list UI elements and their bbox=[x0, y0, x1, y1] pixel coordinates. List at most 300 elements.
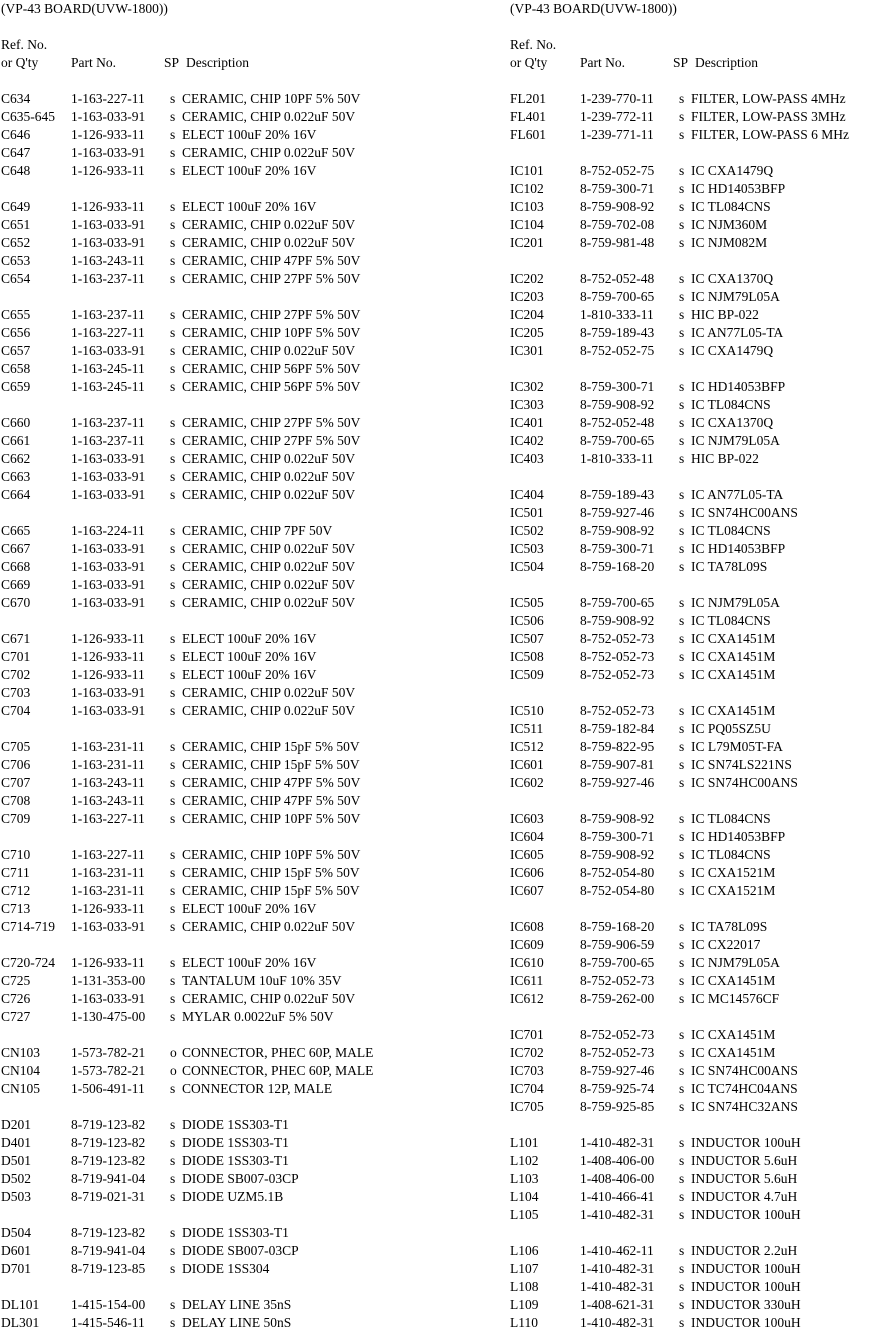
sp-code: s bbox=[170, 1225, 176, 1240]
ref-no: IC101 bbox=[510, 163, 544, 178]
part-no: 8-759-300-71 bbox=[580, 541, 655, 556]
description: CERAMIC, CHIP 15pF 5% 50V bbox=[182, 883, 360, 898]
part-no: 8-759-925-74 bbox=[580, 1081, 655, 1096]
ref-no-header: Ref. No. bbox=[510, 37, 557, 52]
part-no: 1-163-033-91 bbox=[71, 595, 146, 610]
description: CERAMIC, CHIP 47PF 5% 50V bbox=[182, 775, 361, 790]
description: CERAMIC, CHIP 15pF 5% 50V bbox=[182, 757, 360, 772]
description: IC NJM79L05A bbox=[691, 289, 780, 304]
ref-no: D504 bbox=[1, 1225, 31, 1240]
sp-code: s bbox=[170, 199, 176, 214]
description: IC CXA1451M bbox=[691, 631, 776, 646]
description: ELECT 100uF 20% 16V bbox=[182, 631, 317, 646]
part-no: 1-126-933-11 bbox=[71, 667, 145, 682]
ref-no: IC612 bbox=[510, 991, 544, 1006]
description: CERAMIC, CHIP 7PF 50V bbox=[182, 523, 333, 538]
part-no: 8-719-021-31 bbox=[71, 1189, 146, 1204]
ref-no: D701 bbox=[1, 1261, 31, 1276]
ref-no: C654 bbox=[1, 271, 31, 286]
part-no: 1-126-933-11 bbox=[71, 649, 145, 664]
sp-code: s bbox=[170, 1243, 176, 1258]
part-no: 8-752-052-73 bbox=[580, 973, 655, 988]
ref-no: IC205 bbox=[510, 325, 544, 340]
description: IC NJM79L05A bbox=[691, 595, 780, 610]
description: IC SN74LS221NS bbox=[691, 757, 792, 772]
ref-no: CN103 bbox=[1, 1045, 41, 1060]
part-no: 1-163-033-91 bbox=[71, 109, 146, 124]
part-no: 1-239-770-11 bbox=[580, 91, 654, 106]
sp-code: s bbox=[170, 1135, 176, 1150]
part-no: 1-163-243-11 bbox=[71, 793, 145, 808]
sp-code: s bbox=[170, 991, 176, 1006]
description: HIC BP-022 bbox=[691, 451, 759, 466]
ref-no: IC511 bbox=[510, 721, 544, 736]
sp-code: s bbox=[679, 865, 685, 880]
part-no: 1-163-033-91 bbox=[71, 451, 146, 466]
sp-code: s bbox=[170, 1171, 176, 1186]
ref-no: L101 bbox=[510, 1135, 539, 1150]
sp-code: s bbox=[679, 1027, 685, 1042]
description: CERAMIC, CHIP 0.022uF 50V bbox=[182, 109, 356, 124]
part-no: 8-752-052-48 bbox=[580, 271, 655, 286]
ref-no: C659 bbox=[1, 379, 31, 394]
description: CERAMIC, CHIP 15pF 5% 50V bbox=[182, 865, 360, 880]
ref-no: IC301 bbox=[510, 343, 544, 358]
sp-code: s bbox=[679, 415, 685, 430]
part-no: 8-759-300-71 bbox=[580, 379, 655, 394]
part-no: 8-752-052-73 bbox=[580, 649, 655, 664]
ref-no: DL101 bbox=[1, 1297, 40, 1312]
description: IC CXA1521M bbox=[691, 865, 776, 880]
ref-no: C647 bbox=[1, 145, 31, 160]
description: CERAMIC, CHIP 27PF 5% 50V bbox=[182, 433, 361, 448]
ref-no: C655 bbox=[1, 307, 31, 322]
description: DELAY LINE 50nS bbox=[182, 1315, 292, 1330]
ref-no: C661 bbox=[1, 433, 31, 448]
part-no: 1-163-033-91 bbox=[71, 235, 146, 250]
part-no: 8-759-927-46 bbox=[580, 505, 655, 520]
sp-code: s bbox=[679, 163, 685, 178]
sp-code: s bbox=[679, 343, 685, 358]
sp-code: s bbox=[679, 379, 685, 394]
part-no: 8-759-908-92 bbox=[580, 199, 655, 214]
description: MYLAR 0.0022uF 5% 50V bbox=[182, 1009, 334, 1024]
description: CERAMIC, CHIP 10PF 5% 50V bbox=[182, 811, 361, 826]
ref-no: IC102 bbox=[510, 181, 544, 196]
part-no: 1-163-227-11 bbox=[71, 811, 145, 826]
sp-code: s bbox=[170, 901, 176, 916]
sp-code: s bbox=[170, 253, 176, 268]
sp-code: s bbox=[679, 739, 685, 754]
part-no: 1-163-033-91 bbox=[71, 343, 146, 358]
description: ELECT 100uF 20% 16V bbox=[182, 667, 317, 682]
part-no: 1-126-933-11 bbox=[71, 163, 145, 178]
description: IC CXA1451M bbox=[691, 667, 776, 682]
part-no: 8-759-822-95 bbox=[580, 739, 655, 754]
sp-code: s bbox=[170, 523, 176, 538]
sp-code: s bbox=[170, 811, 176, 826]
description: IC TA78L09S bbox=[691, 919, 768, 934]
sp-code: s bbox=[679, 1207, 685, 1222]
sp-code: s bbox=[679, 1063, 685, 1078]
ref-no: IC503 bbox=[510, 541, 544, 556]
ref-no: IC602 bbox=[510, 775, 544, 790]
ref-no: C703 bbox=[1, 685, 31, 700]
part-no: 8-752-052-75 bbox=[580, 163, 655, 178]
description: CERAMIC, CHIP 10PF 5% 50V bbox=[182, 325, 361, 340]
description: CONNECTOR, PHEC 60P, MALE bbox=[182, 1063, 374, 1078]
description: IC CX22017 bbox=[691, 937, 761, 952]
part-no: 1-410-482-31 bbox=[580, 1207, 655, 1222]
part-no: 1-239-771-11 bbox=[580, 127, 654, 142]
ref-no: L103 bbox=[510, 1171, 539, 1186]
ref-no: IC203 bbox=[510, 289, 544, 304]
sp-code: s bbox=[170, 163, 176, 178]
ref-no: C720-724 bbox=[1, 955, 55, 970]
sp-code: s bbox=[170, 865, 176, 880]
ref-no: C706 bbox=[1, 757, 31, 772]
part-no: 1-573-782-21 bbox=[71, 1063, 146, 1078]
sp-code: s bbox=[679, 847, 685, 862]
part-no: 8-759-702-08 bbox=[580, 217, 655, 232]
ref-no: CN104 bbox=[1, 1063, 41, 1078]
sp-code: s bbox=[679, 1261, 685, 1276]
part-no: 1-163-243-11 bbox=[71, 253, 145, 268]
description: DIODE UZM5.1B bbox=[182, 1189, 284, 1204]
part-no: 8-719-123-82 bbox=[71, 1135, 146, 1150]
part-no-header: Part No. bbox=[580, 55, 625, 70]
ref-no: IC506 bbox=[510, 613, 544, 628]
description: CERAMIC, CHIP 56PF 5% 50V bbox=[182, 361, 361, 376]
description: CERAMIC, CHIP 0.022uF 50V bbox=[182, 991, 356, 1006]
sp-code: s bbox=[679, 667, 685, 682]
part-no: 1-410-466-41 bbox=[580, 1189, 655, 1204]
ref-no: C663 bbox=[1, 469, 31, 484]
part-no: 8-759-300-71 bbox=[580, 181, 655, 196]
part-no: 1-163-243-11 bbox=[71, 775, 145, 790]
description: IC L79M05T-FA bbox=[691, 739, 783, 754]
description: IC NJM082M bbox=[691, 235, 768, 250]
description: CERAMIC, CHIP 0.022uF 50V bbox=[182, 595, 356, 610]
description: CONNECTOR, PHEC 60P, MALE bbox=[182, 1045, 374, 1060]
part-no: 8-759-262-00 bbox=[580, 991, 655, 1006]
sp-code: s bbox=[679, 541, 685, 556]
part-no: 8-752-052-48 bbox=[580, 415, 655, 430]
description: IC MC14576CF bbox=[691, 991, 780, 1006]
part-no: 1-131-353-00 bbox=[71, 973, 146, 988]
description: IC NJM79L05A bbox=[691, 955, 780, 970]
sp-code: o bbox=[170, 1045, 177, 1060]
ref-no: L105 bbox=[510, 1207, 539, 1222]
sp-code: s bbox=[679, 1315, 685, 1330]
description: CERAMIC, CHIP 27PF 5% 50V bbox=[182, 271, 361, 286]
description: IC TA78L09S bbox=[691, 559, 768, 574]
sp-code: s bbox=[170, 325, 176, 340]
description: CERAMIC, CHIP 27PF 5% 50V bbox=[182, 415, 361, 430]
sp-code: s bbox=[679, 649, 685, 664]
description: CERAMIC, CHIP 0.022uF 50V bbox=[182, 343, 356, 358]
part-no: 8-752-054-80 bbox=[580, 865, 655, 880]
sp-code: s bbox=[170, 1081, 176, 1096]
part-no: 1-810-333-11 bbox=[580, 451, 654, 466]
sp-code: s bbox=[679, 1099, 685, 1114]
sp-code: s bbox=[170, 235, 176, 250]
part-no: 8-752-052-73 bbox=[580, 631, 655, 646]
ref-no: IC607 bbox=[510, 883, 544, 898]
sp-code: s bbox=[679, 883, 685, 898]
description: ELECT 100uF 20% 16V bbox=[182, 127, 317, 142]
ref-no: IC609 bbox=[510, 937, 544, 952]
sp-code: s bbox=[170, 595, 176, 610]
description: IC HD14053BFP bbox=[691, 379, 786, 394]
sp-code: s bbox=[679, 1171, 685, 1186]
sp-code: s bbox=[679, 109, 685, 124]
description: INDUCTOR 5.6uH bbox=[691, 1153, 798, 1168]
description: INDUCTOR 4.7uH bbox=[691, 1189, 798, 1204]
part-no: 8-759-908-92 bbox=[580, 847, 655, 862]
description: DIODE 1SS303-T1 bbox=[182, 1153, 289, 1168]
ref-no: IC701 bbox=[510, 1027, 544, 1042]
description: IC TL084CNS bbox=[691, 523, 771, 538]
ref-no: IC601 bbox=[510, 757, 544, 772]
description: CERAMIC, CHIP 56PF 5% 50V bbox=[182, 379, 361, 394]
part-no: 1-410-482-31 bbox=[580, 1315, 655, 1330]
description: CERAMIC, CHIP 0.022uF 50V bbox=[182, 217, 356, 232]
ref-no: C651 bbox=[1, 217, 31, 232]
sp-code: s bbox=[170, 1315, 176, 1330]
ref-no: L107 bbox=[510, 1261, 539, 1276]
description: IC HD14053BFP bbox=[691, 829, 786, 844]
ref-no: C664 bbox=[1, 487, 31, 502]
ref-no: C648 bbox=[1, 163, 31, 178]
part-no: 1-239-772-11 bbox=[580, 109, 654, 124]
description: IC CXA1451M bbox=[691, 973, 776, 988]
ref-no: C709 bbox=[1, 811, 31, 826]
ref-no: CN105 bbox=[1, 1081, 41, 1096]
sp-code: s bbox=[679, 1081, 685, 1096]
ref-no: IC510 bbox=[510, 703, 544, 718]
ref-no: IC703 bbox=[510, 1063, 544, 1078]
sp-code: s bbox=[170, 703, 176, 718]
ref-no: C712 bbox=[1, 883, 31, 898]
sp-code: s bbox=[170, 379, 176, 394]
ref-no: IC509 bbox=[510, 667, 544, 682]
description: IC NJM79L05A bbox=[691, 433, 780, 448]
ref-no: C705 bbox=[1, 739, 31, 754]
description: IC TL084CNS bbox=[691, 811, 771, 826]
sp-code: s bbox=[170, 433, 176, 448]
ref-no: FL601 bbox=[510, 127, 547, 142]
sp-code: s bbox=[679, 1189, 685, 1204]
ref-no: L109 bbox=[510, 1297, 539, 1312]
description: CERAMIC, CHIP 0.022uF 50V bbox=[182, 559, 356, 574]
description: CERAMIC, CHIP 10PF 5% 50V bbox=[182, 91, 361, 106]
part-no: 8-759-927-46 bbox=[580, 1063, 655, 1078]
sp-code: s bbox=[679, 811, 685, 826]
part-no: 1-408-406-00 bbox=[580, 1153, 655, 1168]
sp-code: s bbox=[170, 883, 176, 898]
part-no: 8-759-189-43 bbox=[580, 325, 655, 340]
qty-header: or Q'ty bbox=[510, 55, 548, 70]
part-no: 8-719-123-82 bbox=[71, 1225, 146, 1240]
sp-code: s bbox=[679, 991, 685, 1006]
ref-no: D601 bbox=[1, 1243, 31, 1258]
sp-code: s bbox=[679, 1153, 685, 1168]
description: INDUCTOR 100uH bbox=[691, 1315, 801, 1330]
ref-no-header: Ref. No. bbox=[1, 37, 48, 52]
ref-no: C667 bbox=[1, 541, 31, 556]
part-no: 1-573-782-21 bbox=[71, 1045, 146, 1060]
part-no: 1-163-237-11 bbox=[71, 307, 145, 322]
part-no: 8-759-908-92 bbox=[580, 397, 655, 412]
ref-no: C707 bbox=[1, 775, 31, 790]
description: IC CXA1370Q bbox=[691, 415, 774, 430]
ref-no: C713 bbox=[1, 901, 31, 916]
sp-code: s bbox=[679, 613, 685, 628]
ref-no: IC302 bbox=[510, 379, 544, 394]
ref-no: C710 bbox=[1, 847, 31, 862]
ref-no: IC303 bbox=[510, 397, 544, 412]
ref-no: C670 bbox=[1, 595, 31, 610]
ref-no: C657 bbox=[1, 343, 31, 358]
description: IC SN74HC00ANS bbox=[691, 775, 798, 790]
part-no: 8-759-907-81 bbox=[580, 757, 655, 772]
part-no: 8-719-941-04 bbox=[71, 1243, 146, 1258]
part-no: 1-163-231-11 bbox=[71, 865, 145, 880]
ref-no: IC502 bbox=[510, 523, 544, 538]
sp-code: s bbox=[679, 1135, 685, 1150]
description: IC CXA1451M bbox=[691, 703, 776, 718]
ref-no: C701 bbox=[1, 649, 31, 664]
description: INDUCTOR 100uH bbox=[691, 1207, 801, 1222]
part-no: 1-163-033-91 bbox=[71, 991, 146, 1006]
sp-code: s bbox=[679, 559, 685, 574]
sp-code: s bbox=[170, 271, 176, 286]
ref-no: IC403 bbox=[510, 451, 544, 466]
part-no: 1-126-933-11 bbox=[71, 199, 145, 214]
description: CERAMIC, CHIP 27PF 5% 50V bbox=[182, 307, 361, 322]
sp-code: s bbox=[679, 703, 685, 718]
ref-no: C669 bbox=[1, 577, 31, 592]
description: CERAMIC, CHIP 0.022uF 50V bbox=[182, 703, 356, 718]
sp-code: s bbox=[679, 91, 685, 106]
part-no: 8-759-927-46 bbox=[580, 775, 655, 790]
part-no: 1-163-033-91 bbox=[71, 559, 146, 574]
sp-code: s bbox=[170, 847, 176, 862]
part-no: 1-506-491-11 bbox=[71, 1081, 145, 1096]
part-no: 1-415-546-11 bbox=[71, 1315, 145, 1330]
description: CERAMIC, CHIP 0.022uF 50V bbox=[182, 919, 356, 934]
ref-no: FL401 bbox=[510, 109, 547, 124]
sp-code: s bbox=[679, 307, 685, 322]
part-no: 1-163-033-91 bbox=[71, 487, 146, 502]
description: HIC BP-022 bbox=[691, 307, 759, 322]
sp-code: s bbox=[679, 631, 685, 646]
ref-no: L108 bbox=[510, 1279, 539, 1294]
description: IC HD14053BFP bbox=[691, 181, 786, 196]
ref-no: C702 bbox=[1, 667, 31, 682]
ref-no: L102 bbox=[510, 1153, 539, 1168]
sp-code: s bbox=[679, 271, 685, 286]
part-no: 8-719-123-82 bbox=[71, 1117, 146, 1132]
sp-code: s bbox=[170, 109, 176, 124]
part-no: 1-163-237-11 bbox=[71, 271, 145, 286]
description: IC TL084CNS bbox=[691, 847, 771, 862]
ref-no: IC505 bbox=[510, 595, 544, 610]
sp-code: s bbox=[679, 829, 685, 844]
description: CERAMIC, CHIP 47PF 5% 50V bbox=[182, 793, 361, 808]
description: CERAMIC, CHIP 0.022uF 50V bbox=[182, 577, 356, 592]
ref-no: IC201 bbox=[510, 235, 544, 250]
description: IC SN74HC32ANS bbox=[691, 1099, 798, 1114]
part-no: 1-163-231-11 bbox=[71, 883, 145, 898]
ref-no: C665 bbox=[1, 523, 31, 538]
ref-no: C714-719 bbox=[1, 919, 55, 934]
sp-code: s bbox=[170, 685, 176, 700]
description: DELAY LINE 35nS bbox=[182, 1297, 292, 1312]
description: IC AN77L05-TA bbox=[691, 487, 784, 502]
part-no: 1-163-245-11 bbox=[71, 361, 145, 376]
description: CERAMIC, CHIP 0.022uF 50V bbox=[182, 235, 356, 250]
part-no: 1-163-224-11 bbox=[71, 523, 145, 538]
sp-code: s bbox=[679, 1243, 685, 1258]
ref-no: D201 bbox=[1, 1117, 31, 1132]
part-no: 1-410-482-31 bbox=[580, 1279, 655, 1294]
part-no: 8-759-700-65 bbox=[580, 955, 655, 970]
description: FILTER, LOW-PASS 3MHz bbox=[691, 109, 846, 124]
description: FILTER, LOW-PASS 4MHz bbox=[691, 91, 846, 106]
ref-no: D501 bbox=[1, 1153, 31, 1168]
ref-no: C652 bbox=[1, 235, 31, 250]
sp-code: s bbox=[679, 955, 685, 970]
sp-code: s bbox=[170, 1153, 176, 1168]
part-no: 8-759-700-65 bbox=[580, 433, 655, 448]
description: CERAMIC, CHIP 47PF 5% 50V bbox=[182, 253, 361, 268]
ref-no: IC603 bbox=[510, 811, 544, 826]
description: ELECT 100uF 20% 16V bbox=[182, 649, 317, 664]
sp-code: s bbox=[170, 793, 176, 808]
part-no: 1-163-231-11 bbox=[71, 757, 145, 772]
description: IC CXA1451M bbox=[691, 1045, 776, 1060]
ref-no: IC401 bbox=[510, 415, 544, 430]
qty-header: or Q'ty bbox=[1, 55, 39, 70]
part-no: 1-126-933-11 bbox=[71, 127, 145, 142]
ref-no: IC504 bbox=[510, 559, 544, 574]
sp-code: s bbox=[170, 91, 176, 106]
sp-code: s bbox=[679, 757, 685, 772]
part-no: 1-410-482-31 bbox=[580, 1261, 655, 1276]
part-no: 1-410-482-31 bbox=[580, 1135, 655, 1150]
part-no: 1-163-033-91 bbox=[71, 685, 146, 700]
part-no: 1-163-033-91 bbox=[71, 577, 146, 592]
sp-code: s bbox=[170, 145, 176, 160]
ref-no: C649 bbox=[1, 199, 31, 214]
description: CERAMIC, CHIP 0.022uF 50V bbox=[182, 451, 356, 466]
sp-code: s bbox=[170, 343, 176, 358]
ref-no: IC508 bbox=[510, 649, 544, 664]
ref-no: D503 bbox=[1, 1189, 31, 1204]
sp-code: s bbox=[170, 1297, 176, 1312]
ref-no: IC611 bbox=[510, 973, 544, 988]
part-no: 1-163-237-11 bbox=[71, 433, 145, 448]
description: TANTALUM 10uF 10% 35V bbox=[182, 973, 342, 988]
part-no: 8-759-908-92 bbox=[580, 613, 655, 628]
sp-code: s bbox=[679, 433, 685, 448]
sp-code: s bbox=[679, 973, 685, 988]
part-no: 8-719-123-82 bbox=[71, 1153, 146, 1168]
ref-no: C635-645 bbox=[1, 109, 55, 124]
part-no: 1-126-933-11 bbox=[71, 955, 145, 970]
